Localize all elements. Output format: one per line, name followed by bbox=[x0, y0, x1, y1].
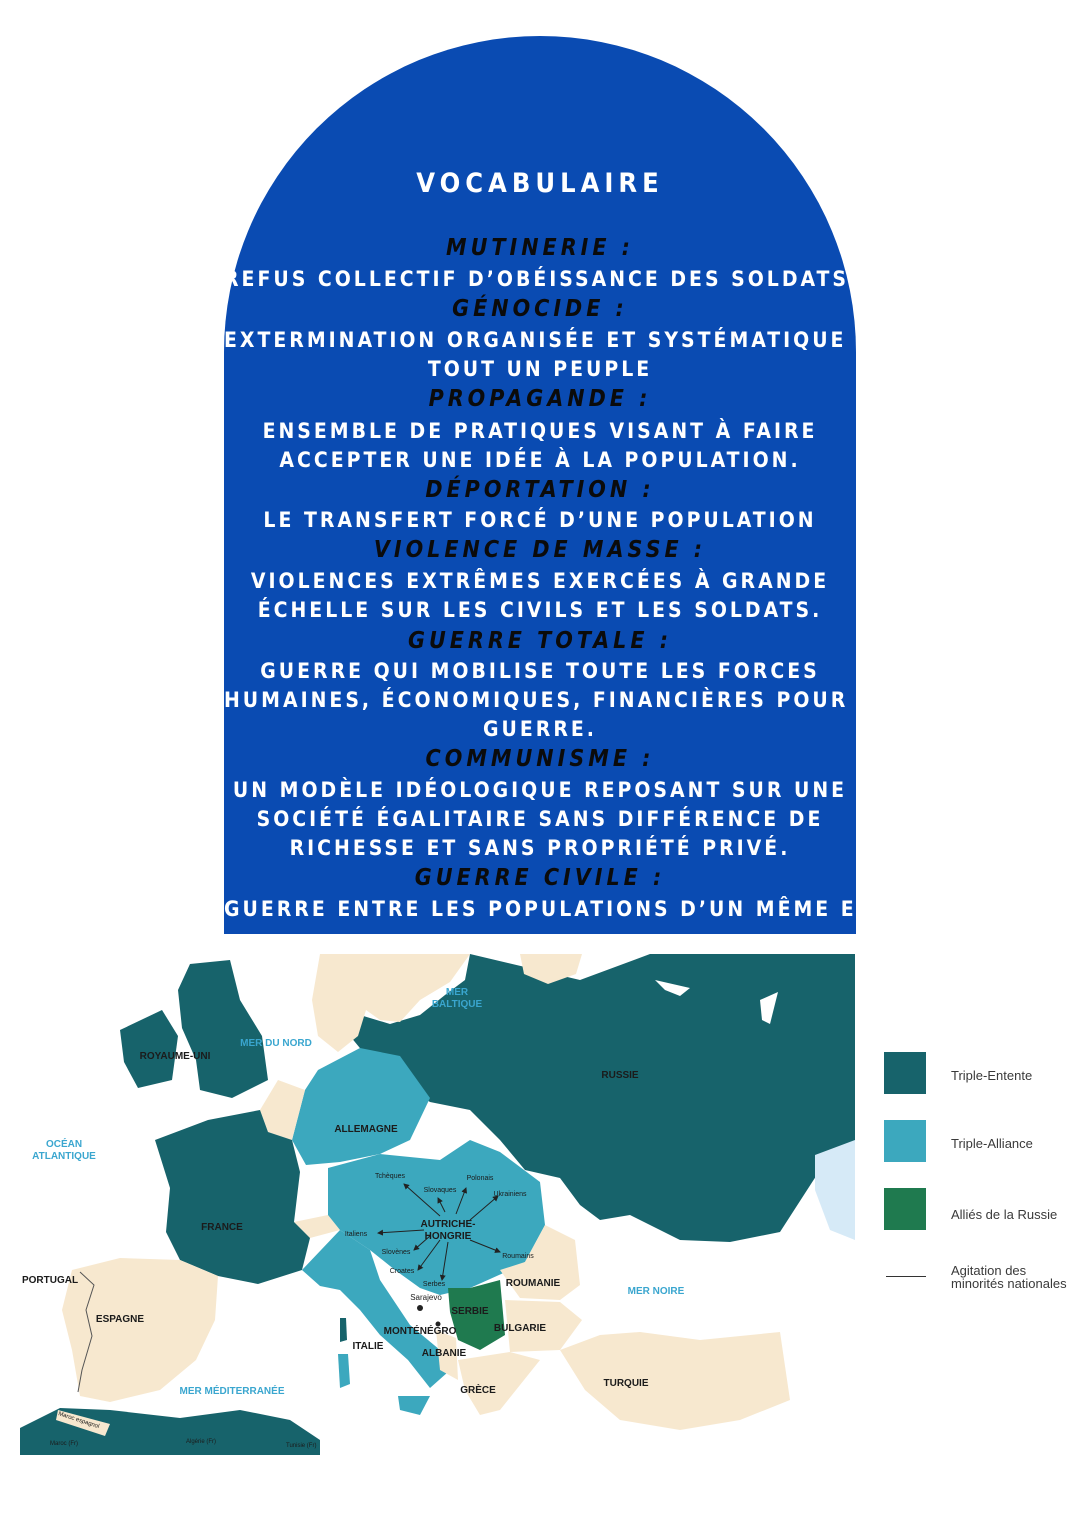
legend-label-allies-russie: Alliés de la Russie bbox=[951, 1207, 1058, 1222]
legend-line-agitation bbox=[886, 1276, 926, 1277]
legend-label-triple-entente: Triple-Entente bbox=[951, 1068, 1033, 1083]
minority-label-slovaques: Slovaques bbox=[423, 1187, 457, 1194]
sarajevo-marker bbox=[417, 1305, 423, 1311]
label-morocco: Maroc (Fr) bbox=[50, 1441, 78, 1447]
country-label-austria-hungary: HONGRIE bbox=[424, 1231, 472, 1242]
country-label-turkey: TURQUIE bbox=[603, 1378, 649, 1389]
country-label-montenegro: MONTÉNÉGRO bbox=[383, 1326, 457, 1337]
term-violence-de-masse: VIOLENCE DE MASSE : bbox=[373, 537, 707, 563]
sea-label-atlantic: ATLANTIQUE bbox=[32, 1151, 96, 1162]
sardinia-territory bbox=[338, 1354, 350, 1388]
term-propagande: PROPAGANDE : bbox=[428, 386, 652, 412]
definition-mutinerie: REFUS COLLECTIF D’OBÉISSANCE DES SOLDATS. bbox=[224, 267, 860, 291]
term-deportation: DÉPORTATION : bbox=[425, 477, 655, 503]
europe-1914-map bbox=[0, 940, 860, 1460]
label-algeria: Algérie (Fr) bbox=[186, 1439, 217, 1445]
sea-label-baltic: BALTIQUE bbox=[431, 999, 483, 1010]
minority-label-slovenes: Slovènes bbox=[381, 1249, 411, 1256]
country-label-albania: ALBANIE bbox=[421, 1348, 467, 1359]
caspian-sea bbox=[815, 1140, 855, 1240]
sea-label-north: MER DU NORD bbox=[240, 1038, 312, 1049]
ireland-territory bbox=[120, 1010, 178, 1088]
term-communisme: COMMUNISME : bbox=[425, 746, 655, 772]
black-sea bbox=[590, 1240, 760, 1328]
sea-label-atlantic: OCÉAN bbox=[45, 1139, 83, 1150]
iberia-territory bbox=[62, 1258, 218, 1402]
definition-communisme: SOCIÉTÉ ÉGALITAIRE SANS DIFFÉRENCE DE bbox=[256, 807, 824, 831]
minority-label-serbes: Serbes bbox=[422, 1281, 446, 1288]
country-label-greece: GRÈCE bbox=[460, 1385, 496, 1396]
definition-guerre-totale: GUERRE. bbox=[483, 717, 597, 741]
legend-label-agitation: minorités nationales bbox=[951, 1276, 1067, 1291]
country-label-serbia: SERBIE bbox=[451, 1306, 489, 1317]
term-guerre-totale: GUERRE TOTALE : bbox=[408, 628, 672, 654]
definition-guerre-totale: GUERRE QUI MOBILISE TOUTE LES FORCES bbox=[260, 659, 820, 683]
definition-genocide: EXTERMINATION ORGANISÉE ET SYSTÉMATIQUE DE bbox=[224, 328, 891, 352]
definition-guerre-civile: GUERRE ENTRE LES POPULATIONS D’UN MÊME ETAT. bbox=[224, 897, 910, 921]
corsica-territory bbox=[340, 1318, 347, 1342]
greece-territory bbox=[458, 1352, 540, 1415]
country-label-france: FRANCE bbox=[201, 1222, 243, 1233]
term-guerre-civile: GUERRE CIVILE : bbox=[414, 865, 666, 891]
definition-guerre-totale: HUMAINES, ÉCONOMIQUES, FINANCIÈRES POUR LA bbox=[224, 688, 891, 712]
country-label-romania: ROUMANIE bbox=[505, 1278, 561, 1289]
legend-swatch-triple-alliance bbox=[884, 1120, 926, 1162]
vocabulary-panel bbox=[224, 36, 910, 934]
country-label-italy: ITALIE bbox=[352, 1341, 384, 1352]
label-tunisia: Tunisie (Fr) bbox=[286, 1443, 317, 1449]
label-spanish-morocco: Maroc espagnol bbox=[57, 1411, 100, 1431]
country-label-portugal: PORTUGAL bbox=[21, 1275, 79, 1286]
sicily-territory bbox=[398, 1396, 430, 1415]
definition-deportation: LE TRANSFERT FORCÉ D’UNE POPULATION bbox=[263, 508, 817, 532]
country-label-spain: ESPAGNE bbox=[95, 1314, 145, 1325]
definition-communisme: RICHESSE ET SANS PROPRIÉTÉ PRIVÉ. bbox=[289, 836, 791, 860]
definition-propagande: ACCEPTER UNE IDÉE À LA POPULATION. bbox=[279, 448, 801, 472]
country-label-uk: ROYAUME-UNI bbox=[139, 1051, 211, 1062]
country-label-austria-hungary: AUTRICHE- bbox=[420, 1219, 476, 1230]
legend-label-agitation: Agitation des bbox=[951, 1263, 1027, 1278]
minority-label-ukrainiens: Ukrainiens bbox=[493, 1191, 527, 1198]
legend-swatch-allies-russie bbox=[884, 1188, 926, 1230]
definition-violence-de-masse: VIOLENCES EXTRÊMES EXERCÉES À GRANDE bbox=[250, 569, 830, 593]
minority-label-croates: Croates bbox=[389, 1268, 415, 1275]
vocabulary-title: VOCABULAIRE bbox=[416, 168, 664, 199]
minority-label-tcheques: Tchèques bbox=[375, 1173, 405, 1180]
city-label-sarajevo: Sarajevo bbox=[410, 1293, 442, 1302]
definition-violence-de-masse: ÉCHELLE SUR LES CIVILS ET LES SOLDATS. bbox=[257, 598, 823, 622]
term-genocide: GÉNOCIDE : bbox=[452, 296, 628, 322]
definition-propagande: ENSEMBLE DE PRATIQUES VISANT À FAIRE bbox=[262, 419, 818, 443]
country-label-bulgaria: BULGARIE bbox=[493, 1323, 547, 1334]
sea-label-baltic: MER bbox=[445, 987, 469, 998]
legend-swatch-triple-entente bbox=[884, 1052, 926, 1094]
turkey-territory bbox=[560, 1332, 790, 1430]
definition-communisme: UN MODÈLE IDÉOLOGIQUE REPOSANT SUR UNE bbox=[232, 778, 848, 802]
map-legend bbox=[880, 1040, 1080, 1300]
sea-label-black-sea: MER NOIRE bbox=[627, 1286, 685, 1297]
country-label-russia: RUSSIE bbox=[601, 1070, 639, 1081]
term-mutinerie: MUTINERIE : bbox=[446, 235, 634, 261]
definition-genocide: TOUT UN PEUPLE bbox=[427, 357, 653, 381]
uk-territory bbox=[178, 960, 268, 1098]
legend-label-triple-alliance: Triple-Alliance bbox=[951, 1136, 1033, 1151]
minority-label-italiens: Italiens bbox=[344, 1231, 368, 1238]
country-label-germany: ALLEMAGNE bbox=[334, 1124, 398, 1135]
minority-label-polonais: Polonais bbox=[466, 1175, 494, 1182]
sea-label-mediterranean: MER MÉDITERRANÉE bbox=[179, 1386, 285, 1397]
minority-label-roumains: Roumains bbox=[502, 1253, 534, 1260]
